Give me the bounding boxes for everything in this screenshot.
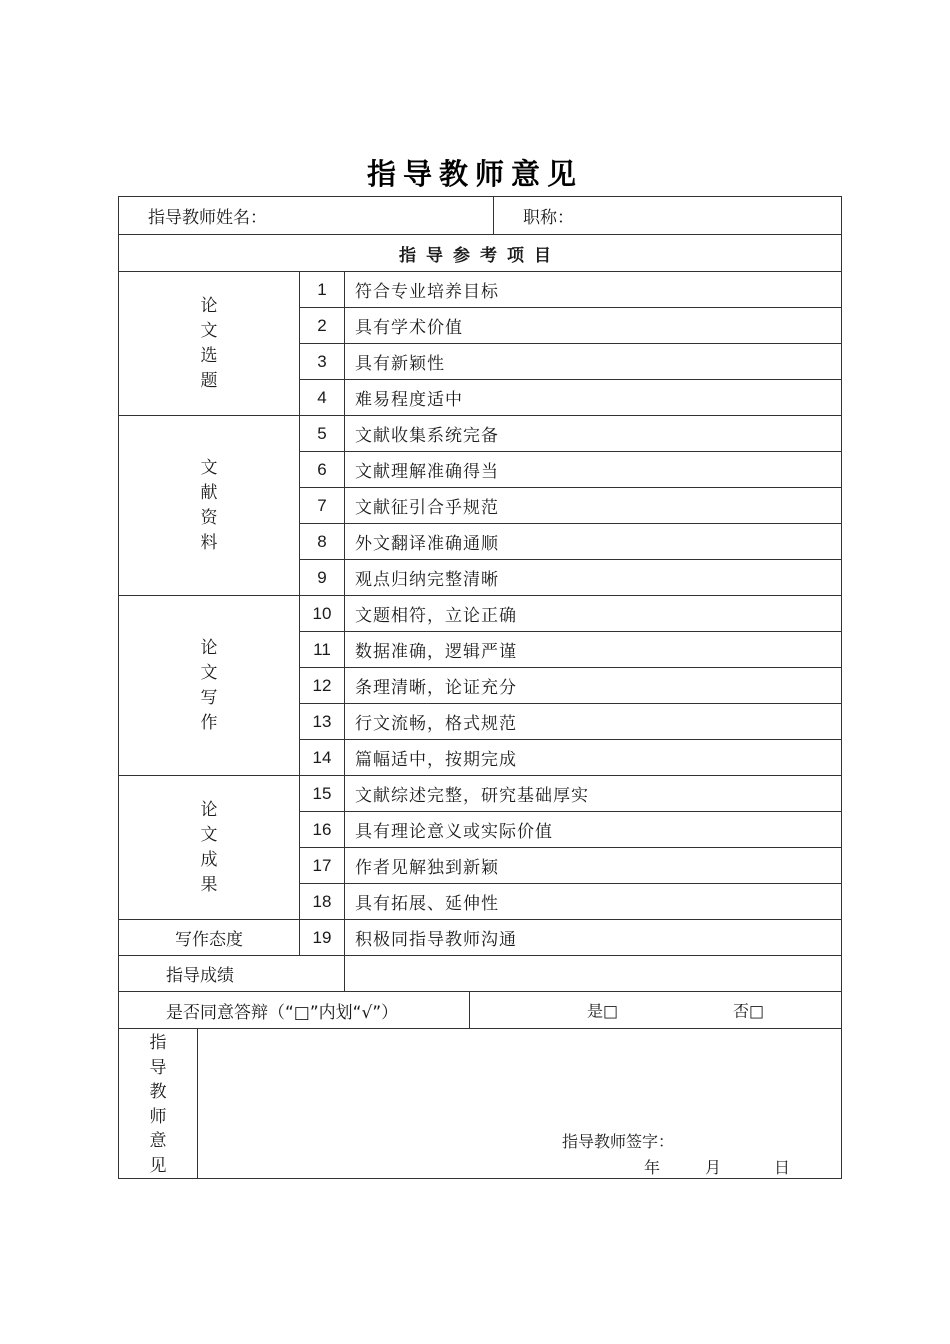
defense-consent-label: 是否同意答辩（“□”内划“√”） [119,992,470,1029]
opinion-label-char: 教 [149,1082,167,1102]
item-number: 5 [300,416,345,452]
item-description: 观点归纳完整清晰 [345,560,842,596]
category-char: 料 [200,532,218,553]
defense-consent-options [470,992,842,1029]
item-number: 8 [300,524,345,560]
opinion-content-area[interactable] [198,1029,842,1179]
item-number: 19 [300,920,345,956]
item-description: 积极同指导教师沟通 [345,920,842,956]
category-char: 论 [200,799,218,820]
category-char: 资 [200,507,218,528]
signature-label: 指导教师签字： [562,1132,675,1151]
item-description: 文题相符，立论正确 [345,596,842,632]
opinion-label-char: 指 [149,1033,167,1053]
item-number: 14 [300,740,345,776]
item-description: 难易程度适中 [345,380,842,416]
category-char: 文 [200,662,218,683]
defense-yes-checkbox[interactable]: 是□ [587,1001,619,1021]
category-char: 献 [200,482,218,503]
item-description: 文献收集系统完备 [345,416,842,452]
item-number: 11 [300,632,345,668]
opinion-label-char: 见 [149,1155,167,1176]
item-description: 文献征引合乎规范 [345,488,842,524]
item-number: 18 [300,884,345,920]
category-char: 文 [200,320,218,341]
category-literature [119,416,300,596]
teacher-name-cell[interactable] [119,197,494,235]
defense-no-checkbox[interactable]: 否□ [733,1001,765,1021]
grade-input[interactable] [345,956,842,992]
item-description: 作者见解独到新颖 [345,848,842,884]
item-description: 具有学术价值 [345,308,842,344]
item-description: 条理清晰，论证充分 [345,668,842,704]
item-description: 具有拓展、延伸性 [345,884,842,920]
item-description: 外文翻译准确通顺 [345,524,842,560]
item-description: 数据准确，逻辑严谨 [345,632,842,668]
category-char: 写 [200,687,218,708]
document-title: 指导教师意见 [366,157,583,191]
opinion-label [119,1029,198,1179]
item-number: 15 [300,776,345,812]
item-number: 17 [300,848,345,884]
opinion-label-char: 意 [149,1131,167,1151]
teacher-title-label: 职称： [523,208,575,228]
category-topic [119,272,300,416]
opinion-label-char: 导 [149,1057,167,1078]
item-description: 文献综述完整，研究基础厚实 [345,776,842,812]
item-description: 具有新颖性 [345,344,842,380]
category-char: 文 [200,457,218,478]
item-number: 7 [300,488,345,524]
item-number: 12 [300,668,345,704]
grade-label: 指导成绩 [119,956,345,992]
advisor-opinion-form [118,196,842,1179]
category-char: 选 [200,345,218,366]
category-char: 论 [200,295,218,316]
date-year-label: 年 [644,1158,661,1177]
item-number: 16 [300,812,345,848]
item-number: 2 [300,308,345,344]
category-writing [119,596,300,776]
section-heading: 指导参考项目 [119,235,842,272]
item-number: 10 [300,596,345,632]
date-month-label: 月 [705,1158,722,1177]
item-number: 1 [300,272,345,308]
date-day-label: 日 [774,1158,791,1177]
category-char: 作 [200,712,218,733]
item-description: 行文流畅，格式规范 [345,704,842,740]
item-number: 6 [300,452,345,488]
item-description: 具有理论意义或实际价值 [345,812,842,848]
attitude-label: 写作态度 [119,920,300,956]
category-char: 论 [200,637,218,658]
opinion-label-char: 师 [149,1106,167,1127]
item-description: 文献理解准确得当 [345,452,842,488]
item-number: 4 [300,380,345,416]
item-description: 符合专业培养目标 [345,272,842,308]
category-results [119,776,300,920]
category-char: 果 [200,874,218,895]
item-number: 3 [300,344,345,380]
category-char: 成 [200,849,218,870]
item-number: 13 [300,704,345,740]
category-char: 文 [200,824,218,845]
teacher-name-label: 指导教师姓名： [148,208,267,228]
teacher-title-cell[interactable] [494,197,842,235]
item-number: 9 [300,560,345,596]
item-description: 篇幅适中，按期完成 [345,740,842,776]
category-char: 题 [200,370,218,391]
